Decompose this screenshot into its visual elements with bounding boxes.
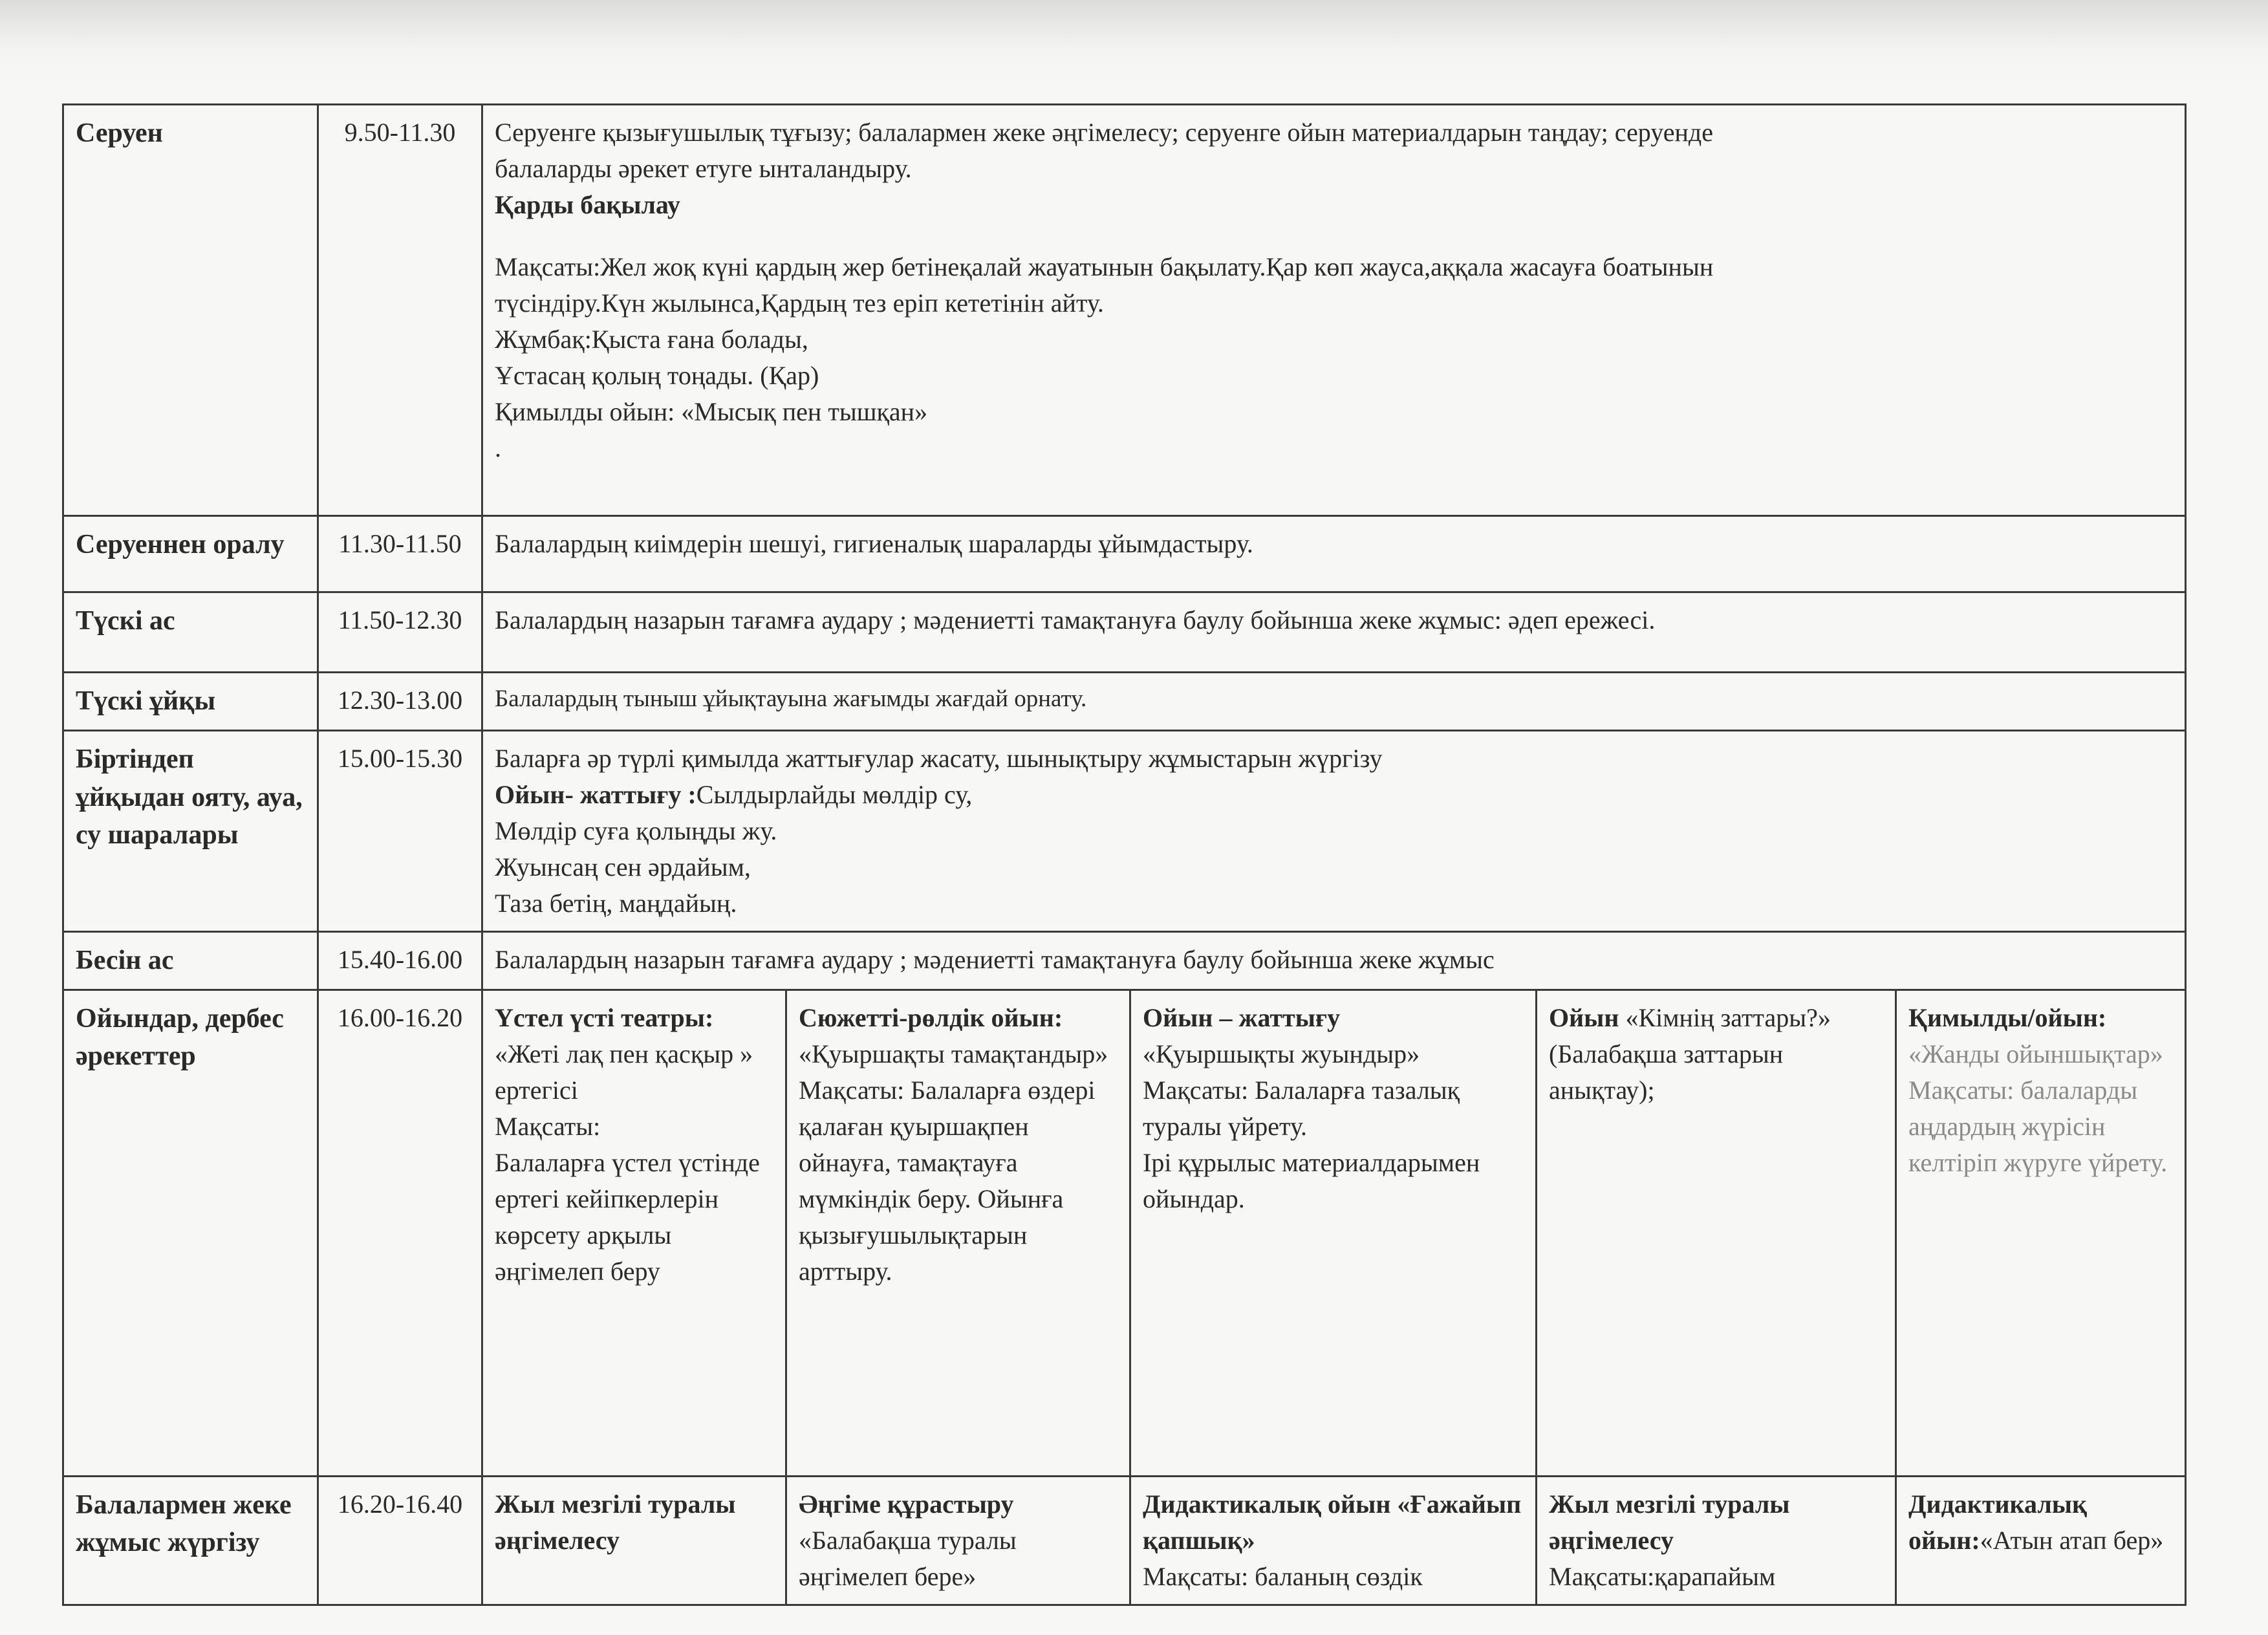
activity-title: Жыл мезгілі туралы әңгімелесу [1549, 1489, 1790, 1555]
text-line: Мақсаты: [495, 1111, 601, 1141]
activity-cell: Балалардың назарын тағамға аудару ; мәдениетті тамақтануға баулу бойынша жеке жұмыс: әдеп ережесі. [482, 592, 2186, 673]
activity-cell [482, 990, 786, 1476]
activity-cell [1130, 990, 1537, 1476]
table-row [63, 592, 2186, 673]
spacer [495, 223, 2173, 249]
text-line: Ұстасаң қолың тоңады. (Қар) [495, 361, 819, 390]
table-row [63, 730, 2186, 931]
text-line: «Қуыршақты тамақтандыр» [799, 1039, 1108, 1068]
activity-desc: «Кімнің заттары?» (Балабақша заттарын анықтау); [1549, 1002, 1831, 1105]
text-line: Ірі құрылыс материалдарымен ойындар. [1143, 1147, 1480, 1213]
time-cell: 16.00-16.20 [318, 990, 482, 1476]
table-row [63, 516, 2186, 592]
regime-cell: Серуеннен оралу [63, 516, 318, 592]
game-text: Сылдырлайды мөлдір су, [696, 779, 973, 809]
activity-cell [482, 1476, 786, 1605]
activity-cell: Балалардың назарын тағамға аудару ; мәдениетті тамақтануға баулу бойынша жеке жұмыс [482, 931, 2186, 990]
activity-title: Дидактикалық ойын: [1908, 1489, 2088, 1555]
activity-cell: Балалардың киімдерін шешуі, гигиеналық шараларды ұйымдастыру. [482, 516, 2186, 592]
poem-line: Таза бетің, маңдайың. [495, 888, 737, 918]
activity-title: Дидактикалық ойын «Ғажайып қапшық» [1143, 1489, 1522, 1555]
time-cell: 12.30-13.00 [318, 673, 482, 731]
regime-cell: Ойындар, дербес әрекеттер [63, 990, 318, 1476]
activity-cell [1896, 1476, 2186, 1605]
text-line: Жұмбақ:Қыста ғана болады, [495, 325, 808, 354]
text-line: «Жанды ойыншықтар» [1908, 1039, 2163, 1068]
time-cell: 11.50-12.30 [318, 592, 482, 673]
text-line: Мақсаты:Жел жоқ күні қардың жер бетінеқалай жауатынын бақылату.Қар көп жауса,аққала жасауға боатынын [495, 252, 1714, 281]
regime-cell: Біртіндеп ұйқыдан ояту, ауа, су шаралары [63, 730, 318, 931]
text-line [1908, 1486, 2173, 1559]
time-cell: 11.30-11.50 [318, 516, 482, 592]
activity-cell [1130, 1476, 1537, 1605]
text-line: . [495, 433, 501, 462]
activity-cell [482, 105, 2186, 516]
activity-cell: Балалардың тыныш ұйықтауына жағымды жағдай орнату. [482, 673, 2186, 731]
table-row [63, 931, 2186, 990]
text-line: түсіндіру.Күн жылынса,Қардың тез еріп кететінін айту. [495, 288, 1104, 318]
activity-title: Жыл мезгілі туралы әңгімелесу [495, 1489, 736, 1555]
text-line: Серуенге қызығушылық тұғызу; балалармен жеке әңгімелесу; серуенге ойын материалдарын таңдау; серуенде [495, 118, 1714, 147]
activity-title: Қимылды/ойын: [1908, 1002, 2107, 1032]
time-cell: 15.40-16.00 [318, 931, 482, 990]
activity-cell [482, 730, 2186, 931]
activity-cell [786, 990, 1130, 1476]
activity-desc: «Атын атап бер» [1980, 1525, 2164, 1555]
table-row [63, 673, 2186, 731]
table-row [63, 105, 2186, 516]
text-line: Мақсаты:қарапайым [1549, 1561, 1776, 1591]
activity-title: Сюжетті-рөлдік ойын: [799, 1002, 1063, 1032]
regime-cell: Балалармен жеке жұмыс жүргізу [63, 1476, 318, 1605]
regime-cell: Түскі ас [63, 592, 318, 673]
activity-cell [1537, 1476, 1896, 1605]
time-cell: 9.50-11.30 [318, 105, 482, 516]
text-line: Мақсаты: Балаларға өздері қалаған қуыршақпен ойнауға, тамақтауға мүмкіндік беру. Ойынға қызығушылықтарын арттыру. [799, 1075, 1096, 1286]
activity-title: Ойын – жаттығу [1143, 1002, 1341, 1032]
regime-cell: Серуен [63, 105, 318, 516]
text-line [495, 777, 2173, 813]
time-cell: 16.20-16.40 [318, 1476, 482, 1605]
game-label: Ойын- жаттығу : [495, 779, 697, 809]
regime-cell: Бесін ас [63, 931, 318, 990]
poem-line: Мөлдір суға қолыңды жу. [495, 816, 777, 845]
text-line: Мақсаты: балаларды аңдардың жүрісін келтіріп жүруге үйрету. [1908, 1075, 2168, 1177]
text-line: Мақсаты: Балаларға тазалық туралы үйрету. [1143, 1075, 1460, 1141]
activity-title: Ойын [1549, 1002, 1619, 1032]
text-line: Баларға әр түрлі қимылда жаттығулар жасату, шынықтыру жұмыстарын жүргізу [495, 743, 1383, 773]
daily-schedule-table [62, 103, 2187, 1606]
activity-cell [1896, 990, 2186, 1476]
table-row [63, 1476, 2186, 1605]
text-line: балаларды әрекет етуге ынталандыру. [495, 154, 912, 183]
text-line: «Жеті лақ пен қасқыр » ертегісі [495, 1039, 753, 1105]
activity-title: Үстел үсті театры: [495, 1002, 714, 1032]
activity-title: Әңгіме құрастыру [799, 1489, 1014, 1519]
text-line: «Балабақша туралы әңгімелеп бере» [799, 1525, 1017, 1591]
activity-cell [786, 1476, 1130, 1605]
activity-heading: Қарды бақылау [495, 190, 680, 219]
poem-line: Жуынсаң сен әрдайым, [495, 852, 751, 882]
text-line: Балаларға үстел үстінде ертегі кейіпкерлерін көрсету арқылы әңгімелеп беру [495, 1147, 760, 1286]
text-line: Мақсаты: баланың сөздік [1143, 1561, 1423, 1591]
activity-cell [1537, 990, 1896, 1476]
text-line: Қимылды ойын: «Мысық пен тышқан» [495, 397, 928, 426]
time-cell: 15.00-15.30 [318, 730, 482, 931]
table-row [63, 990, 2186, 1476]
regime-cell: Түскі ұйқы [63, 673, 318, 731]
text-line: «Қуыршықты жуындыр» [1143, 1039, 1420, 1068]
text-line [1549, 1000, 1883, 1109]
scan-shadow [0, 0, 2268, 84]
